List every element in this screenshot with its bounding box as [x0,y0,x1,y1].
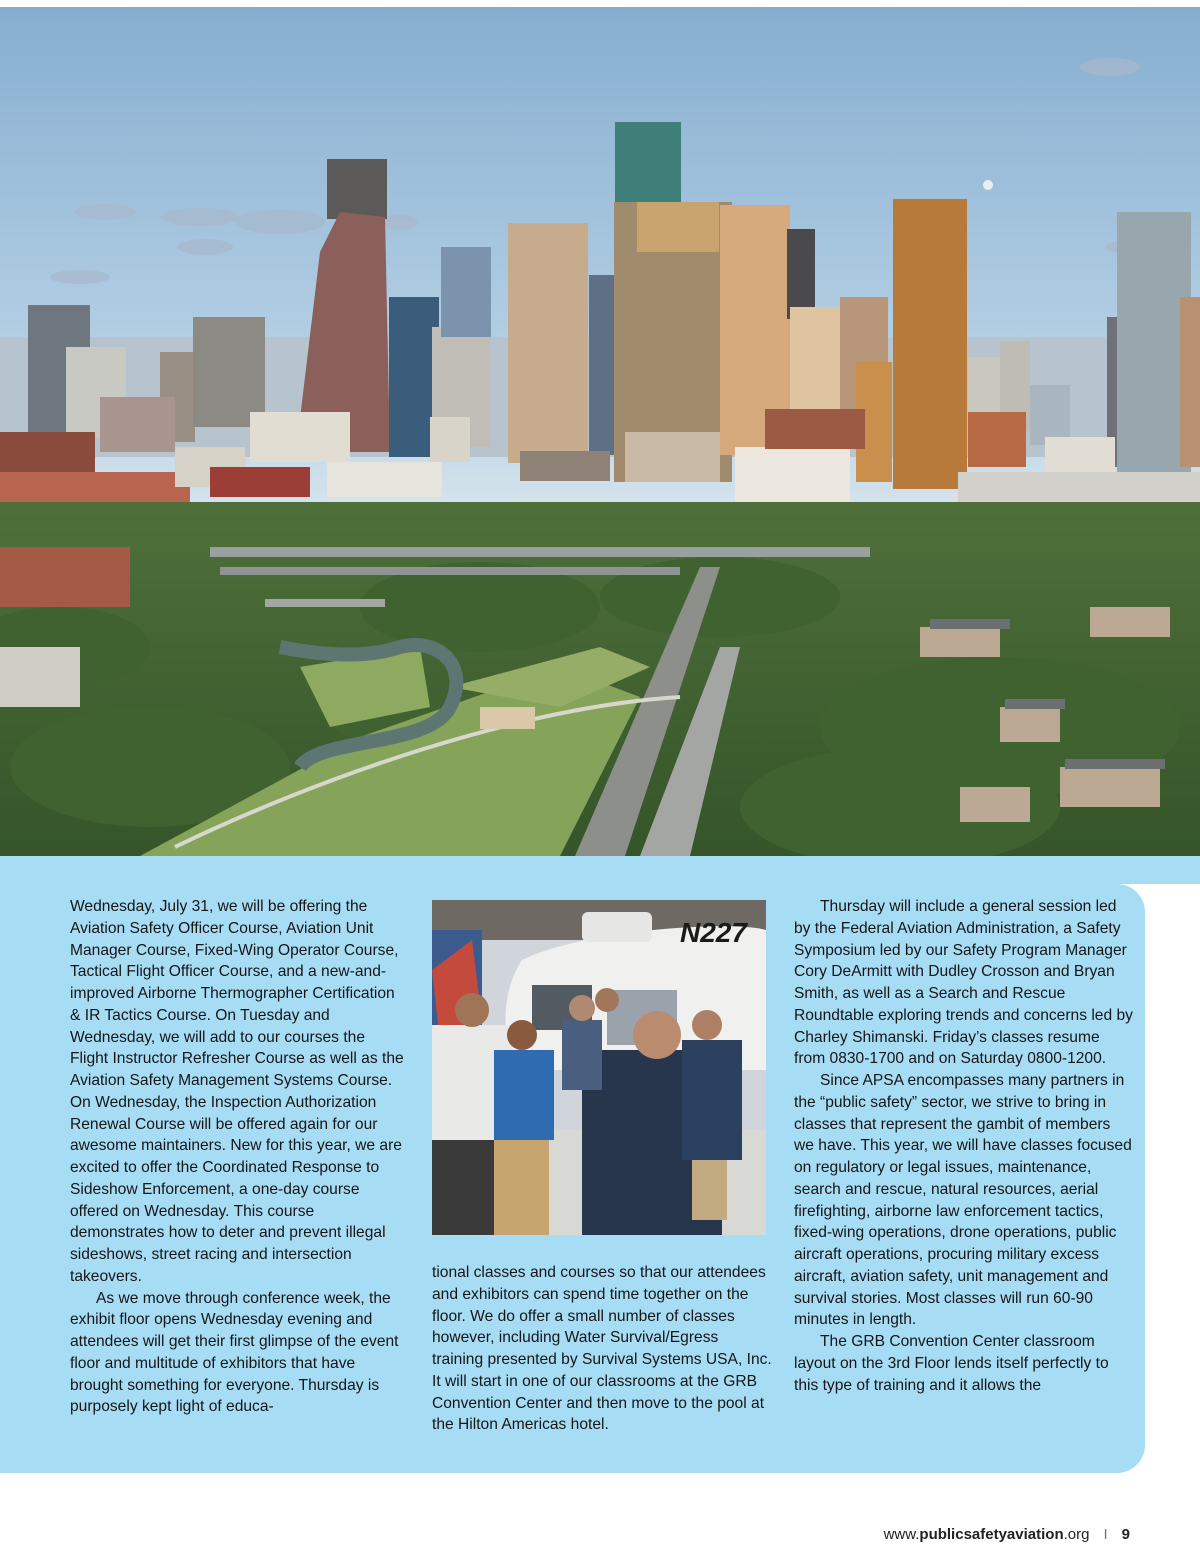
city-skyline-photo [0,7,1200,856]
paragraph: Thursday will include a general session led by the Federal Aviation Administration, a Safety Symposium led by our Safety Program Manager Cory DeArmitt with Dudley Crosson and Bryan Smith, as well as a Search and Rescue Roundtable exploring trends and concerns led by Charley Shimanski. Friday’s classes resume from 0830-1700 and on Saturday 0800-1200. [794,898,1133,1068]
exhibit-hall-photo [432,900,766,1235]
footer-separator: I [1103,1526,1108,1543]
paragraph: Since APSA encompasses many partners in the “public safety” sector, we strive to bring in classes that represent the gambit of members we have. This year, we will have classes focused on regulatory or legal issues, maintenance, search and rescue, natural resources, aerial firefighting, airborne law enforcement tactics, fixed-wing operations, drone operations, public aircraft operations, procuring military excess aircraft, aviation safety, unit management and survival stories. Most classes will run 60-90 minutes in length. [794,1072,1132,1329]
url-suffix: .org [1063,1526,1090,1543]
article-column-1 [70,896,406,1418]
tail-number: N227 [680,917,747,948]
article-column-3 [794,896,1134,1396]
website-link[interactable] [884,1526,1090,1543]
url-prefix: www. [883,1526,920,1543]
page-footer [780,1526,1130,1548]
article-column-2 [432,1262,772,1436]
blue-band [0,856,1200,884]
paragraph: The GRB Convention Center classroom layout on the 3rd Floor lends itself perfectly to this type of training and it allows the [794,1333,1109,1394]
page-number: 9 [1121,1526,1130,1543]
url-domain: publicsafetyaviation [919,1526,1064,1543]
paragraph: tional classes and courses so that our attendees and exhibitors can spend time together on the floor. We do offer a small number of classes however, including Water Survival/Egress training presented by Survival Systems USA, Inc. It will start in one of our classrooms at the GRB Convention Center and then move to the pool at the Hilton Americas hotel. [432,1264,772,1434]
paragraph: As we move through conference week, the exhibit floor opens Wednesday evening and attendees will get their first glimpse of the event floor and multitude of exhibitors that have brought something for everyone. Thursday is purposely kept light of educa- [70,1289,399,1416]
paragraph: Wednesday, July 31, we will be offering the Aviation Safety Officer Course, Aviation Unit Manager Course, Fixed-Wing Operator Course, Tactical Flight Officer Course, and a new-and-improved Airborne Thermographer Certification & IR Tactics Course. On Tuesday and Wednesday, we will add to our courses the Flight Instructor Refresher Course as well as the Aviation Safety Management Systems Course. On Wednesday, the Inspection Authorization Renewal Course will be offered again for our awesome maintainers. New for this year, we are excited to offer the Coordinated Response to Sideshow Enforcement, a one-day course offered on Wednesday. This course demonstrates how to deter and prevent illegal sideshows, street racing and intersection takeovers. [70,898,404,1285]
